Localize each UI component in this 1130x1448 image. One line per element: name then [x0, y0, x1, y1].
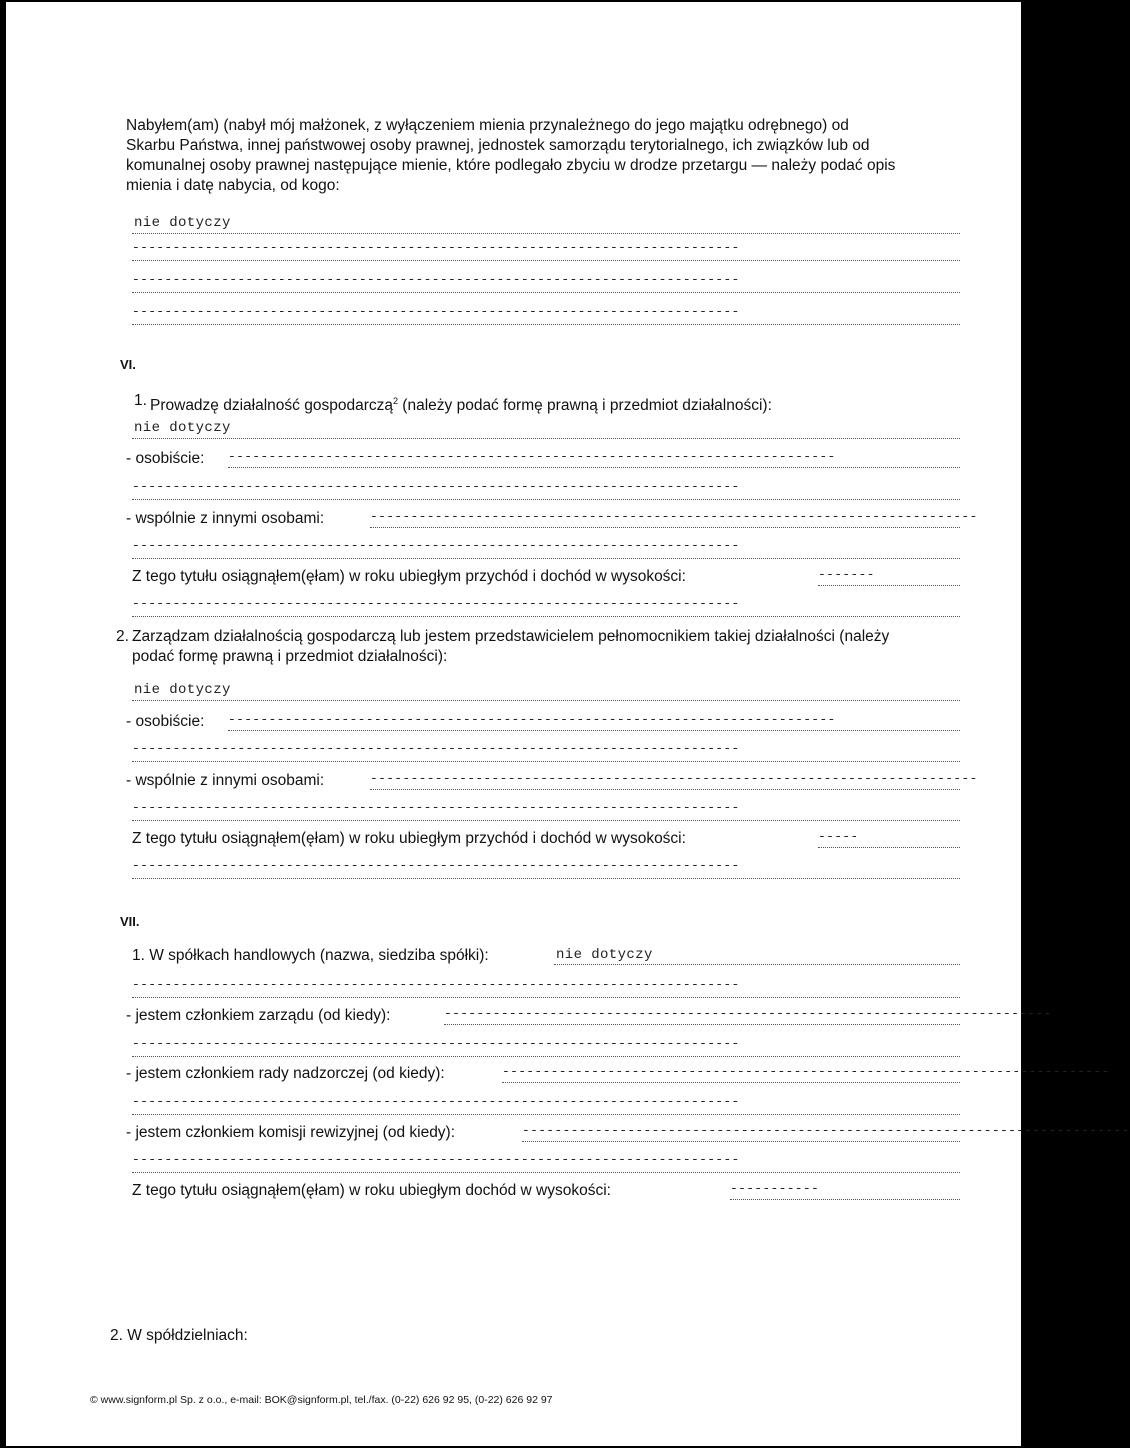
wspolnie-label: - wspólnie z innymi osobami:	[126, 510, 325, 527]
vi-2-wspolnie-row	[126, 771, 978, 791]
rada-label: - jestem członkiem rady nadzorczej (od kiedy):	[126, 1065, 445, 1082]
dochod-field[interactable]: -----	[818, 829, 960, 848]
vi-2-osobiscie-field-2[interactable]: ---------------------------------------------------------------------------	[132, 741, 960, 762]
answer-value: nie dotyczy	[134, 215, 231, 231]
vi-1-number: 1.	[134, 392, 147, 409]
komisja-field-2[interactable]: ---------------------------------------------------------------------------	[132, 1152, 960, 1173]
dochod-label: Z tego tytułu osiągnąłem(ęłam) w roku ubiegłym przychód i dochód w wysokości:	[132, 568, 686, 585]
vi-1-dochod-row	[132, 567, 960, 587]
vii-2-heading: 2. W spółdzielniach:	[110, 1327, 248, 1344]
answer-value: nie dotyczy	[134, 420, 231, 436]
rada-row	[126, 1064, 1110, 1084]
wspolnie-label: - wspólnie z innymi osobami:	[126, 772, 325, 789]
osobiscie-label: - osobiście:	[126, 713, 205, 730]
vii-dochod-row	[132, 1181, 960, 1201]
vi-2-dochod-field-2[interactable]: ---------------------------------------------------------------------------	[132, 858, 960, 879]
vii-1-question	[132, 946, 489, 966]
vi-2-question: Zarządzam działalnością gospodarczą lub jestem przedstawicielem pełnomocnikiem takiej działalności (należy podać formę prawną i przedmiot działalności):	[132, 628, 890, 665]
osobiscie-field[interactable]: ---------------------------------------------------------------------------	[228, 449, 960, 468]
vii-dochod-label: Z tego tytułu osiągnąłem(ęłam) w roku ubiegłym dochód w wysokości:	[132, 1182, 611, 1199]
vi-1-question	[150, 391, 772, 416]
answer-field-2[interactable]: ---------------------------------------------------------------------------	[132, 240, 960, 261]
section-vii-heading: VII.	[120, 914, 140, 929]
osobiscie-field[interactable]: ---------------------------------------------------------------------------	[228, 712, 960, 731]
intro-paragraph: Nabyłem(am) (nabył mój małżonek, z wyłączeniem mienia przynależnego do jego majątku odrębnego) od Skarbu Państwa, innej państwowej osoby prawnej, jednostek samorządu terytorialnego, ich związków lub od komunalnej osoby prawnej następujące mienie, które podlegało zbyciu w drodze przetargu — należy podać opis mienia i datę nabycia, od kogo:	[126, 117, 896, 194]
komisja-label: - jestem członkiem komisji rewizyjnej (od kiedy):	[126, 1124, 456, 1141]
vi-2-answer[interactable]	[132, 682, 960, 701]
vii-1-text: W spółkach handlowych (nazwa, siedziba spółki):	[149, 947, 489, 964]
vi-1-dochod-field-2[interactable]: ---------------------------------------------------------------------------	[132, 596, 960, 617]
komisja-field[interactable]: ---------------------------------------------------------------------------	[522, 1123, 960, 1142]
answer-value: nie dotyczy	[134, 682, 231, 698]
vi-2-dochod-row	[132, 829, 960, 849]
vi-2-wspolnie-field-2[interactable]: ---------------------------------------------------------------------------	[132, 800, 960, 821]
footer-text: © www.signform.pl Sp. z o.o., e-mail: BOK@signform.pl, tel./fax. (0-22) 626 92 95, (0-22) 626 92 97	[90, 1394, 553, 1406]
vi-1-osobiscie-row	[126, 449, 960, 469]
osobiscie-label: - osobiście:	[126, 450, 205, 467]
answer-field-1[interactable]	[132, 215, 960, 234]
rada-field-2[interactable]: ---------------------------------------------------------------------------	[132, 1094, 960, 1115]
vii-1-number: 1.	[132, 947, 145, 964]
vi-1-text-cont: (należy podać formę prawną i przedmiot działalności):	[398, 397, 772, 415]
vi-2-number: 2.	[116, 628, 129, 645]
zarzad-row	[126, 1006, 1052, 1026]
vii-1-field-2[interactable]: ---------------------------------------------------------------------------	[132, 977, 960, 998]
dochod-label: Z tego tytułu osiągnąłem(ęłam) w roku ubiegłym przychód i dochód w wysokości:	[132, 830, 686, 847]
dochod-field[interactable]: -------	[818, 567, 960, 586]
answer-value: nie dotyczy	[556, 947, 653, 963]
wspolnie-field[interactable]: ---------------------------------------------------------------------------	[370, 509, 960, 528]
vi-1-wspolnie-field-2[interactable]: ---------------------------------------------------------------------------	[132, 538, 960, 559]
section-vi-heading: VI.	[120, 357, 136, 372]
zarzad-label: - jestem członkiem zarządu (od kiedy):	[126, 1007, 391, 1024]
vii-1-row	[132, 946, 960, 966]
wspolnie-field[interactable]: ---------------------------------------------------------------------------	[370, 771, 960, 790]
vii-1-answer[interactable]	[554, 946, 960, 965]
zarzad-field-2[interactable]: ---------------------------------------------------------------------------	[132, 1036, 960, 1057]
answer-field-3[interactable]: ---------------------------------------------------------------------------	[132, 272, 960, 293]
vi-1-answer[interactable]	[132, 420, 960, 439]
vi-2-osobiscie-row	[126, 712, 960, 732]
vi-1-osobiscie-field-2[interactable]: ---------------------------------------------------------------------------	[132, 479, 960, 500]
document-page	[6, 2, 1130, 1446]
vi-1-text: Prowadzę działalność gospodarczą	[150, 397, 393, 415]
zarzad-field[interactable]: ---------------------------------------------------------------------------	[444, 1006, 960, 1025]
rada-field[interactable]: ---------------------------------------------------------------------------	[502, 1064, 960, 1083]
vi-1-wspolnie-row	[126, 509, 978, 529]
answer-field-4[interactable]: ---------------------------------------------------------------------------	[132, 304, 960, 325]
vi-1-footnote: 2	[392, 396, 398, 406]
vii-dochod-field[interactable]: -----------	[730, 1181, 960, 1200]
komisja-row	[126, 1123, 1130, 1143]
